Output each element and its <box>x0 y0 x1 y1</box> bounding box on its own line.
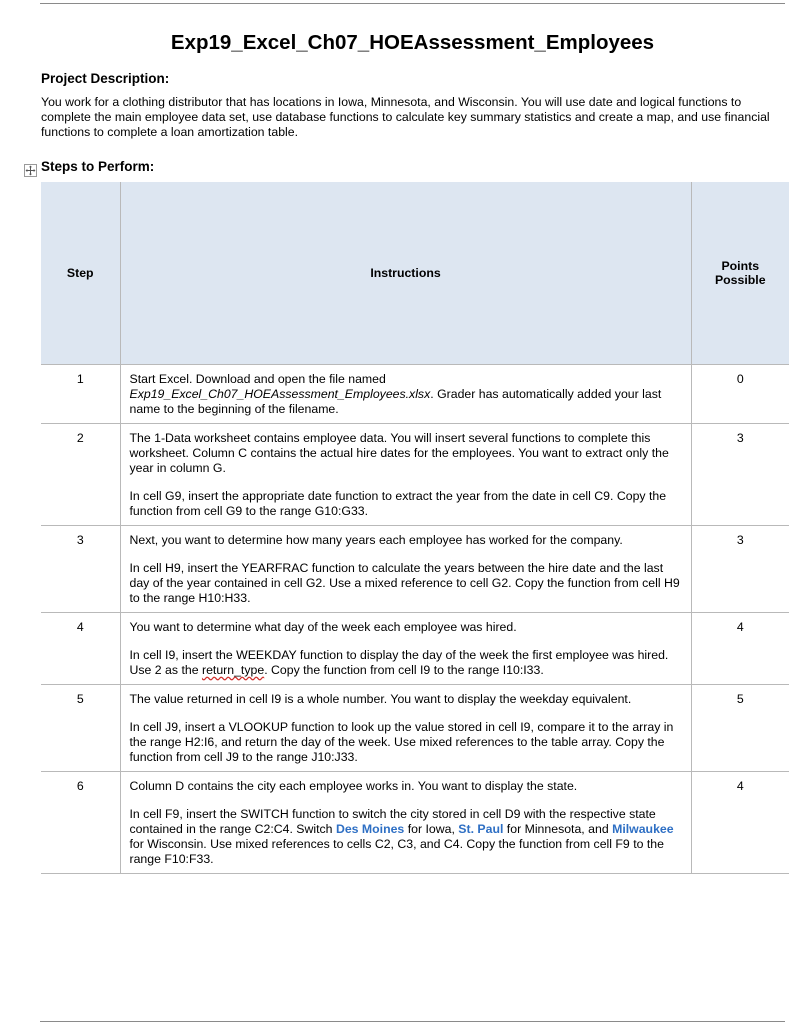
header-step: Step <box>41 182 120 365</box>
project-description-text: You work for a clothing distributor that has locations in Iowa, Minnesota, and Wisconsin. You will use date and logical functions to complete the main employee data set, use database functions to calculate key summary statistics and create a map, and use financial functions to complete a loan amortization table. <box>41 95 770 139</box>
instruction-paragraph <box>130 807 682 867</box>
instruction-paragraph: Column D contains the city each employee works in. You want to display the state. <box>129 779 578 793</box>
instruction-text: In cell F9, insert the SWITCH function to switch the city stored in cell D9 with the respective state contained in the range C2:C4. Switch <box>129 807 656 836</box>
step-points: 3 <box>691 424 789 526</box>
instruction-paragraph: In cell G9, insert the appropriate date function to extract the year from the date in cell C9. Copy the function from cell G9 to the range G10:G33. <box>129 489 667 518</box>
step-points: 3 <box>691 526 789 613</box>
steps-table <box>41 182 789 874</box>
bottom-rule <box>40 1021 785 1022</box>
step-number: 1 <box>41 365 120 424</box>
step-points: 4 <box>691 613 789 685</box>
step-points: 0 <box>691 365 789 424</box>
step-number: 5 <box>41 685 120 772</box>
step-instructions <box>120 772 691 874</box>
table-row <box>41 772 789 874</box>
city-des-moines: Des Moines <box>335 822 405 836</box>
city-st-paul: St. Paul <box>458 822 504 836</box>
instruction-text: . Grader has automatically added your last name to the beginning of the filename. <box>129 387 662 416</box>
step-points: 5 <box>691 685 789 772</box>
instruction-paragraph: In cell H9, insert the YEARFRAC function to calculate the years between the hire date and the last day of the year contained in cell G2. Use a mixed reference to cell G2. Copy the function from cell H9 to the range H10:H33. <box>129 561 680 605</box>
step-number: 3 <box>41 526 120 613</box>
instruction-paragraph <box>130 648 682 678</box>
instruction-paragraph: The value returned in cell I9 is a whole number. You want to display the weekday equivalent. <box>129 692 632 706</box>
step-number: 4 <box>41 613 120 685</box>
step-number: 2 <box>41 424 120 526</box>
project-description-heading: Project Description: <box>41 71 170 86</box>
top-rule <box>40 3 785 4</box>
document-title: Exp19_Excel_Ch07_HOEAssessment_Employees <box>170 31 655 54</box>
spellcheck-term: return_type <box>201 663 265 677</box>
instruction-paragraph <box>130 372 682 417</box>
instruction-paragraph: In cell J9, insert a VLOOKUP function to look up the value stored in cell I9, compare it to the array in the range H2:I6, and return the day of the week. Use mixed references to the table array. Copy the function from cell J9 to the range J10:J33. <box>129 720 674 764</box>
instruction-text: Start Excel. Download and open the file named <box>129 372 386 386</box>
instruction-text: for Minnesota, and <box>503 822 613 836</box>
table-move-handle[interactable] <box>24 164 37 177</box>
instruction-text: for Wisconsin. Use mixed references to cells C2, C3, and C4. Copy the function from cell F9 to the range F10:F33. <box>129 837 664 866</box>
step-instructions <box>120 365 691 424</box>
header-points <box>691 182 789 365</box>
instruction-paragraph: The 1-Data worksheet contains employee data. You will insert several functions to complete this worksheet. Column C contains the actual hire dates for the employees. You want to extract only the year in column G. <box>129 431 669 475</box>
table-header-row <box>41 182 789 365</box>
step-instructions <box>120 424 691 526</box>
step-points: 4 <box>691 772 789 874</box>
instruction-paragraph: You want to determine what day of the week each employee was hired. <box>129 620 517 634</box>
step-instructions <box>120 613 691 685</box>
table-row <box>41 685 789 772</box>
table-row <box>41 526 789 613</box>
file-name: Exp19_Excel_Ch07_HOEAssessment_Employees.xlsx <box>129 387 431 401</box>
steps-heading: Steps to Perform: <box>41 159 155 174</box>
header-instructions: Instructions <box>120 182 691 365</box>
step-instructions <box>120 526 691 613</box>
instruction-text: In cell I9, insert the WEEKDAY function to display the day of the week the first employee was hired. Use 2 as the <box>129 648 669 677</box>
table-row <box>41 365 789 424</box>
instruction-paragraph: Next, you want to determine how many years each employee has worked for the company. <box>129 533 623 547</box>
table-row <box>41 424 789 526</box>
city-milwaukee: Milwaukee <box>612 822 674 836</box>
instruction-text: . Copy the function from cell I9 to the range I10:I33. <box>264 663 544 677</box>
header-points-label: Points Possible <box>714 259 766 287</box>
instruction-text: for Iowa, <box>404 822 459 836</box>
move-cross-icon <box>25 165 36 176</box>
table-row <box>41 613 789 685</box>
step-number: 6 <box>41 772 120 874</box>
step-instructions <box>120 685 691 772</box>
